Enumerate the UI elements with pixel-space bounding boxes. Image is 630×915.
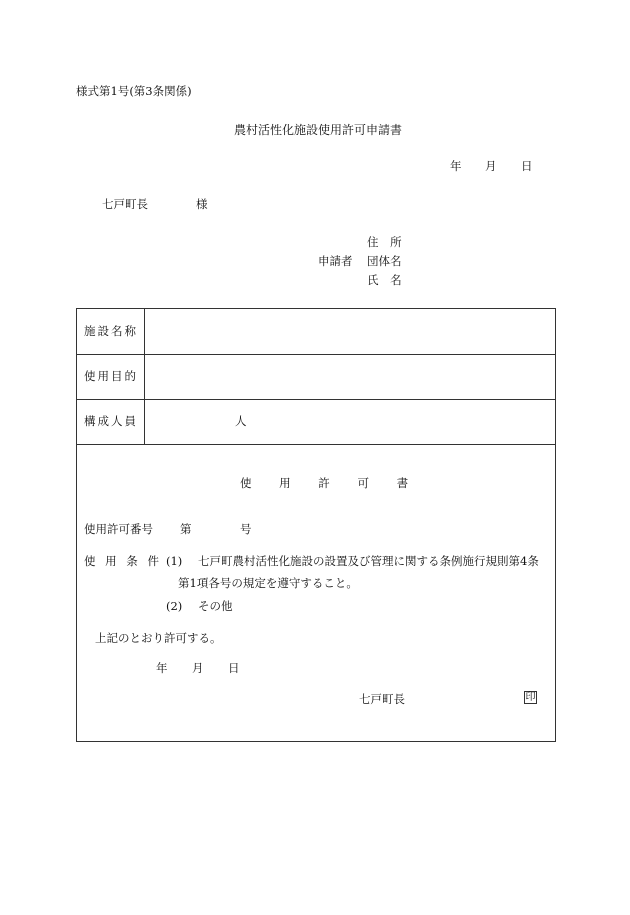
row-divider xyxy=(77,354,555,355)
seal-mark: 印 xyxy=(525,692,536,703)
date-month: 月 xyxy=(485,159,497,173)
applicant-name-label: 氏 名 xyxy=(367,273,402,287)
date-year: 年 xyxy=(450,159,462,173)
date-day: 日 xyxy=(521,159,533,173)
condition1-text-continued: 第1項各号の規定を遵守すること。 xyxy=(178,576,358,590)
row-divider xyxy=(77,399,555,400)
condition2-number: (2) xyxy=(166,599,183,613)
permit-number-suffix: 号 xyxy=(240,522,252,536)
row-divider xyxy=(77,444,555,445)
members-unit: 人 xyxy=(235,414,247,428)
condition1-number: (1) xyxy=(166,554,183,568)
permit-date-year: 年 xyxy=(156,661,168,675)
purpose-label: 使用目的 xyxy=(84,369,138,383)
column-divider xyxy=(144,309,145,444)
permit-heading: 使 用 許 可 書 xyxy=(240,476,409,490)
condition1-text: 七戸町農村活性化施設の設置及び管理に関する条例施行規則第4条 xyxy=(198,554,539,568)
addressee-honorific: 様 xyxy=(196,197,208,211)
conditions-label: 使 用 条 件 xyxy=(84,554,159,568)
permit-statement: 上記のとおり許可する。 xyxy=(95,631,222,645)
permit-number-prefix: 第 xyxy=(180,522,192,536)
applicant-label: 申請者 xyxy=(318,254,353,268)
facility-name-label: 施設名称 xyxy=(84,324,138,338)
members-label: 構成人員 xyxy=(84,414,138,428)
condition2-text: その他 xyxy=(198,599,233,613)
application-table xyxy=(76,308,556,742)
form-number: 様式第1号(第3条関係) xyxy=(76,84,192,98)
document-title: 農村活性化施設使用許可申請書 xyxy=(234,123,403,137)
applicant-address-label: 住 所 xyxy=(367,235,402,249)
addressee-name: 七戸町長 xyxy=(102,197,148,211)
permit-date-day: 日 xyxy=(228,661,240,675)
permit-date-month: 月 xyxy=(192,661,204,675)
permit-number-label: 使用許可番号 xyxy=(84,522,153,536)
applicant-group-label: 団体名 xyxy=(367,254,402,268)
issuer-name: 七戸町長 xyxy=(359,692,405,706)
